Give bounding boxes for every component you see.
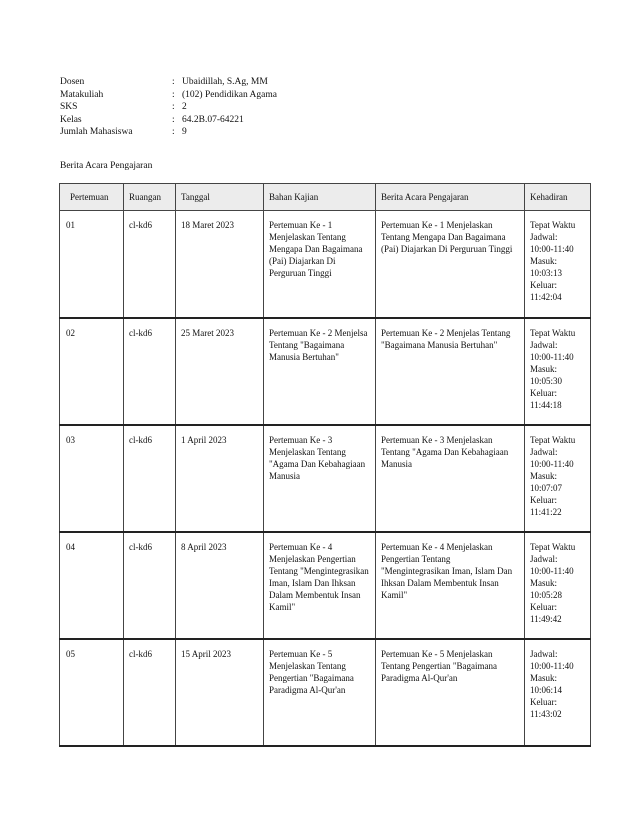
attendance-line: Keluar: xyxy=(530,601,557,612)
attendance-line: 10:03:13 xyxy=(530,268,563,278)
info-row-kelas xyxy=(60,114,277,127)
cell-kehadiran xyxy=(525,425,591,532)
attendance-line: Keluar: xyxy=(530,387,557,398)
cell-tanggal: 25 Maret 2023 xyxy=(176,318,264,425)
attendance-line: 10:00-11:40 xyxy=(530,458,574,469)
attendance-line: Jadwal: xyxy=(530,339,558,350)
cell-bahan-kajian: Pertemuan Ke - 4 Menjelaskan Pengertian Tentang "Mengintegrasikan Iman, Islam Dan Ihksan Dalam Membentuk Insan Kamil" xyxy=(264,532,376,639)
info-label: Matakuliah xyxy=(60,89,104,100)
attendance-line: 10:00-11:40 xyxy=(530,660,574,671)
info-colon: : xyxy=(172,89,175,100)
cell-pertemuan: 02 xyxy=(60,318,124,425)
teaching-record-table xyxy=(59,183,591,747)
cell-tanggal: 8 April 2023 xyxy=(176,532,264,639)
column-header-ruangan: Ruangan xyxy=(124,184,176,211)
attendance-line: 11:44:18 xyxy=(530,399,562,410)
attendance-line: Jadwal: xyxy=(530,232,558,242)
table-row xyxy=(60,318,591,425)
attendance-line: 11:41:22 xyxy=(530,506,562,517)
cell-berita-acara: Pertemuan Ke - 5 Menjelaskan Tentang Pengertian "Bagaimana Paradigma Al-Qur'an xyxy=(376,639,525,746)
info-label: SKS xyxy=(60,102,78,112)
column-header-kehadiran: Kehadiran xyxy=(525,184,591,211)
cell-berita-acara: Pertemuan Ke - 3 Menjelaskan Tentang "Agama Dan Kebahagiaan Manusia xyxy=(376,425,525,532)
attendance-line: 11:42:04 xyxy=(530,292,562,302)
attendance-line: Masuk: xyxy=(530,672,557,683)
info-label: Jumlah Mahasiswa xyxy=(60,127,133,137)
info-label: Kelas xyxy=(60,114,82,125)
attendance-line: 10:00-11:40 xyxy=(530,565,574,576)
attendance-line: Keluar: xyxy=(530,280,557,290)
cell-berita-acara: Pertemuan Ke - 1 Menjelaskan Tentang Mengapa Dan Bagaimana (Pai) Diajarkan Di Perguruan Tinggi xyxy=(376,211,525,318)
attendance-line: Tepat Waktu xyxy=(530,327,576,338)
info-colon: : xyxy=(172,77,175,87)
info-row-sks xyxy=(60,101,277,114)
attendance-line: Tepat Waktu xyxy=(530,220,576,230)
attendance-line: Masuk: xyxy=(530,470,557,481)
attendance-line: 11:43:02 xyxy=(530,708,562,719)
cell-berita-acara: Pertemuan Ke - 4 Menjelaskan Pengertian Tentang "Mengintegrasikan Iman, Islam Dan Ihksan Dalam Membentuk Insan Kamil" xyxy=(376,532,525,639)
attendance-line: Tepat Waktu xyxy=(530,434,576,445)
column-header-tanggal: Tanggal xyxy=(176,184,264,211)
cell-kehadiran xyxy=(525,639,591,746)
cell-kehadiran xyxy=(525,211,591,318)
cell-ruangan: cl-kd6 xyxy=(124,532,176,639)
column-header-berita-acara: Berita Acara Pengajaran xyxy=(376,184,525,211)
cell-bahan-kajian: Pertemuan Ke - 1 Menjelaskan Tentang Mengapa Dan Bagaimana (Pai) Diajarkan Di Perguruan Tinggi xyxy=(264,211,376,318)
info-label: Dosen xyxy=(60,77,85,87)
info-row-jumlah-mahasiswa xyxy=(60,126,277,139)
cell-ruangan: cl-kd6 xyxy=(124,425,176,532)
attendance-line: 10:00-11:40 xyxy=(530,244,574,254)
attendance-line: 10:05:28 xyxy=(530,589,563,600)
attendance-line: 10:05:30 xyxy=(530,375,563,386)
attendance-line: Jadwal: xyxy=(530,648,558,659)
info-colon: : xyxy=(172,102,175,112)
attendance-line: Jadwal: xyxy=(530,553,558,564)
info-row-dosen xyxy=(60,76,277,89)
attendance-line: Keluar: xyxy=(530,494,557,505)
cell-kehadiran xyxy=(525,532,591,639)
attendance-line: Tepat Waktu xyxy=(530,541,576,552)
cell-bahan-kajian: Pertemuan Ke - 2 Menjelsa Tentang "Bagaimana Manusia Bertuhan" xyxy=(264,318,376,425)
course-info xyxy=(60,76,277,139)
attendance-line: 10:06:14 xyxy=(530,684,563,695)
cell-pertemuan: 05 xyxy=(60,639,124,746)
info-value: 9 xyxy=(182,127,187,137)
cell-ruangan: cl-kd6 xyxy=(124,639,176,746)
table-row xyxy=(60,211,591,318)
info-colon: : xyxy=(172,127,175,137)
cell-pertemuan: 03 xyxy=(60,425,124,532)
attendance-line: 10:00-11:40 xyxy=(530,351,574,362)
attendance-line: 11:49:42 xyxy=(530,613,562,624)
attendance-line: Keluar: xyxy=(530,696,557,707)
table-row xyxy=(60,639,591,746)
cell-tanggal: 15 April 2023 xyxy=(176,639,264,746)
table-row xyxy=(60,425,591,532)
column-header-pertemuan: Pertemuan xyxy=(60,184,124,211)
column-header-bahan-kajian: Bahan Kajian xyxy=(264,184,376,211)
cell-kehadiran xyxy=(525,318,591,425)
attendance-line: Masuk: xyxy=(530,577,557,588)
cell-tanggal: 18 Maret 2023 xyxy=(176,211,264,318)
info-value: 64.2B.07-64221 xyxy=(182,114,244,125)
cell-ruangan: cl-kd6 xyxy=(124,318,176,425)
section-title: Berita Acara Pengajaran xyxy=(60,161,153,171)
attendance-line: 10:07:07 xyxy=(530,482,563,493)
cell-pertemuan: 04 xyxy=(60,532,124,639)
info-value: 2 xyxy=(182,102,187,112)
cell-pertemuan: 01 xyxy=(60,211,124,318)
table-header-row xyxy=(60,184,591,211)
info-value: Ubaidillah, S.Ag, MM xyxy=(182,77,268,87)
cell-tanggal: 1 April 2023 xyxy=(176,425,264,532)
cell-bahan-kajian: Pertemuan Ke - 3 Menjelaskan Tentang "Agama Dan Kebahagiaan Manusia xyxy=(264,425,376,532)
table-row xyxy=(60,532,591,639)
attendance-line: Masuk: xyxy=(530,363,557,374)
cell-bahan-kajian: Pertemuan Ke - 5 Menjelaskan Tentang Pengertian "Bagaimana Paradigma Al-Qur'an xyxy=(264,639,376,746)
info-row-matakuliah xyxy=(60,89,277,102)
attendance-line: Masuk: xyxy=(530,256,557,266)
attendance-line: Jadwal: xyxy=(530,446,558,457)
info-colon: : xyxy=(172,114,175,125)
cell-berita-acara: Pertemuan Ke - 2 Menjelas Tentang "Bagaimana Manusia Bertuhan" xyxy=(376,318,525,425)
info-value: (102) Pendidikan Agama xyxy=(182,89,277,100)
cell-ruangan: cl-kd6 xyxy=(124,211,176,318)
